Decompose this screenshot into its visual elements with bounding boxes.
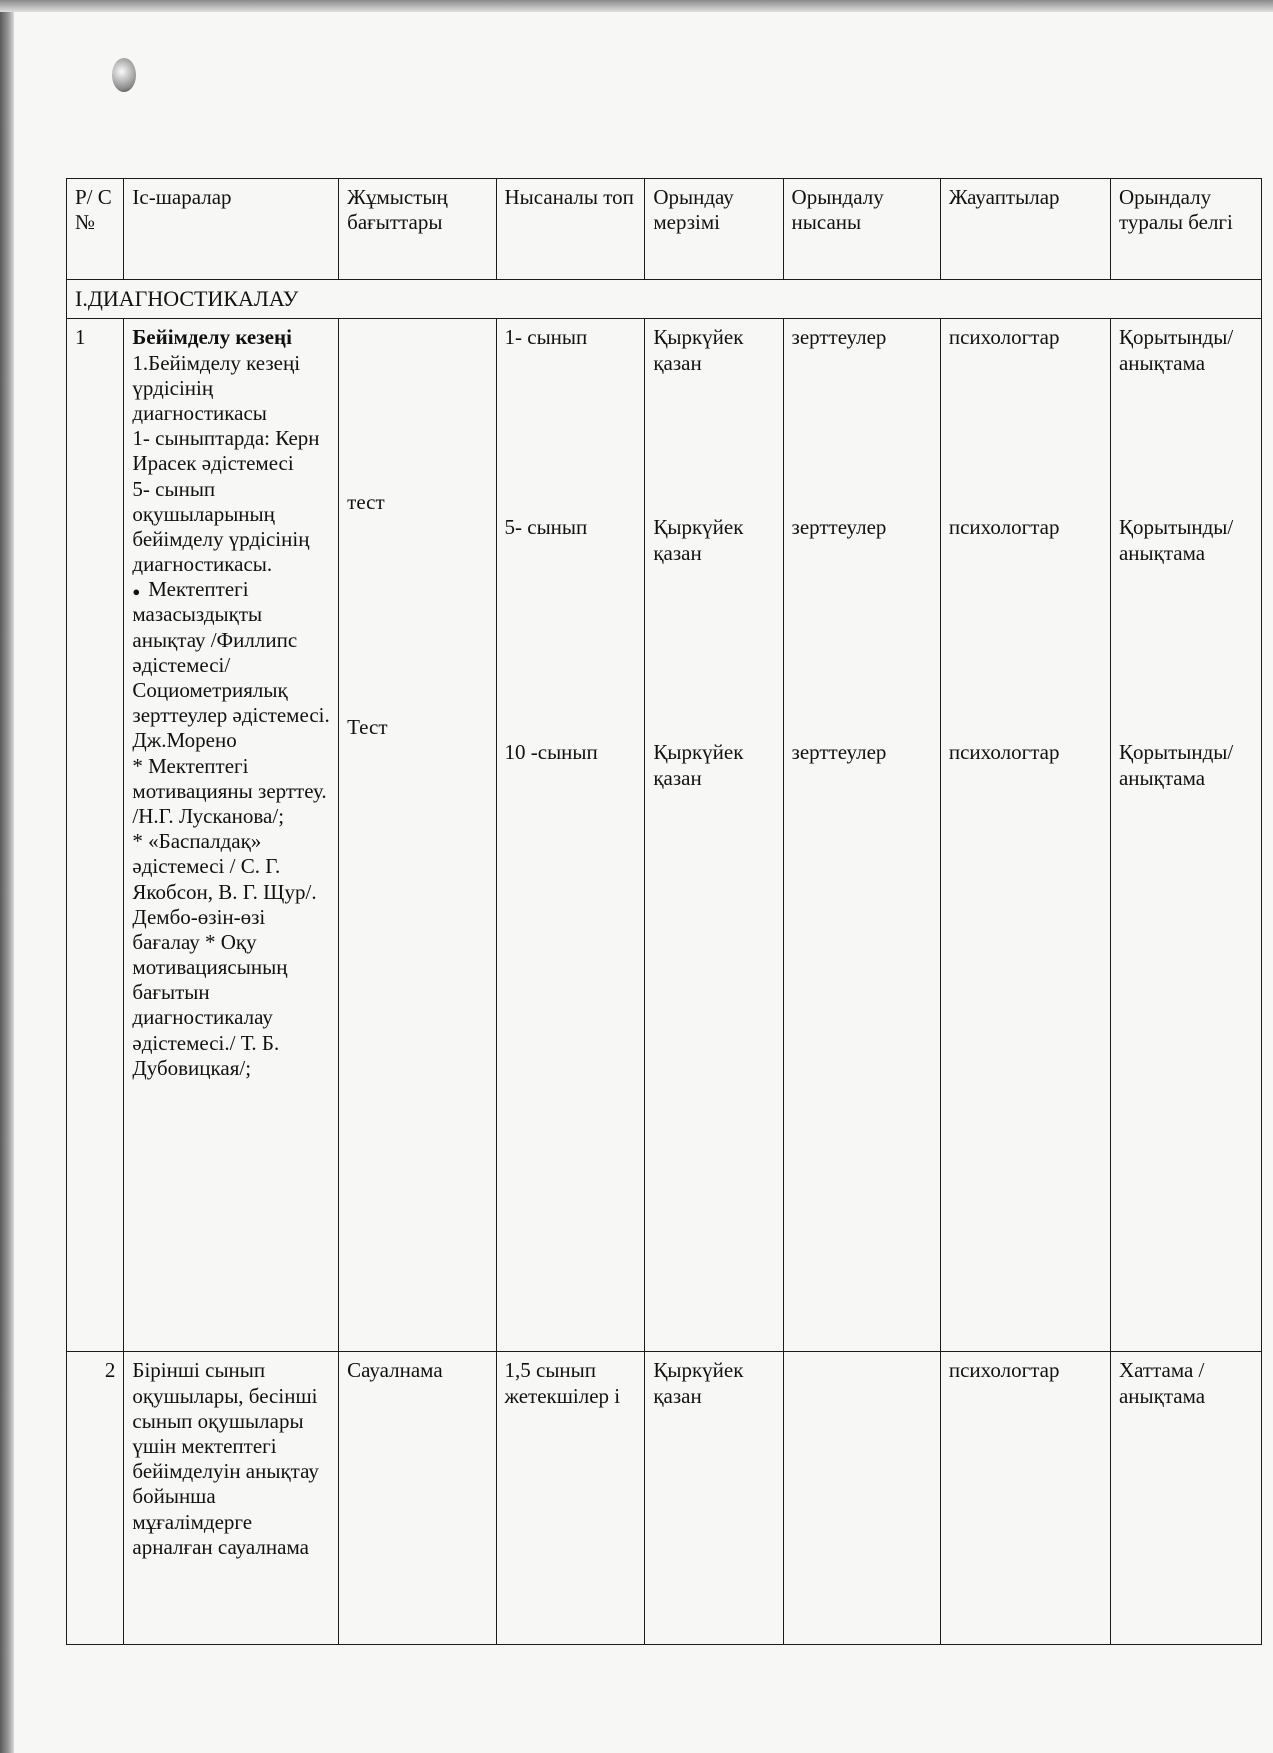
term-value: Қыркүйек қазан	[653, 515, 744, 565]
direction-value: тест	[347, 490, 385, 515]
header-term: Орындау мерзімі	[645, 179, 783, 280]
form-cell	[783, 1352, 940, 1645]
event-line: 5- сынып оқушыларының бейімделу үрдісінің диагностикасы.	[132, 476, 310, 577]
event-line: 1.Бейімделу кезеңі үрдісінің диагностикасы	[132, 350, 301, 425]
mark-value: Қорытынды/ анықтама	[1118, 325, 1234, 375]
term-cell: Қыркүйек қазан	[645, 1352, 783, 1645]
mark-cell	[1110, 319, 1261, 1352]
plan-table	[66, 178, 1262, 1645]
event-title: Бейімделу кезеңі	[132, 325, 292, 350]
form-cell	[783, 319, 940, 1352]
event-line: * Мектептегі мотивацияны зерттеу. /Н.Г. Лусканова/;	[132, 753, 327, 828]
responsible-value: психологтар	[948, 325, 1060, 350]
target-value: 10 -сынып	[504, 740, 598, 765]
header-form: Орындалу нысаны	[783, 179, 940, 280]
section-row	[67, 280, 1262, 319]
target-cell: 1,5 сынып жетекшілер і	[496, 1352, 645, 1645]
row-number: 1	[67, 319, 124, 1352]
row-number: 2	[67, 1352, 124, 1645]
event-cell	[124, 319, 339, 1352]
section-title: I.ДИАГНОСТИКАЛАУ	[67, 280, 1262, 319]
mark-value: Қорытынды/ анықтама	[1118, 740, 1234, 790]
form-value: зерттеулер	[791, 740, 887, 765]
target-value: 5- сынып	[504, 515, 588, 540]
mark-value: Қорытынды/ анықтама	[1118, 515, 1234, 565]
header-mark: Орындалу туралы белгі	[1110, 179, 1261, 280]
header-num: Р/ С №	[67, 179, 124, 280]
mark-cell: Хаттама /анықтама	[1110, 1352, 1261, 1645]
event-line: Дембо-өзін-өзі бағалау * Оқу мотивациясының бағытын диагностикалау әдістемесі./ Т. Б. Дубовицкая/;	[132, 904, 288, 1080]
header-responsible: Жауаптылар	[940, 179, 1110, 280]
term-cell	[645, 319, 783, 1352]
table-row	[67, 1352, 1262, 1645]
event-line: * «Баспалдақ» әдістемесі / С. Г. Якобсон, В. Г. Щур/.	[132, 829, 317, 904]
header-row	[67, 179, 1262, 280]
responsible-cell	[940, 319, 1110, 1352]
responsible-value: психологтар	[948, 515, 1060, 540]
header-events: Іс-шаралар	[124, 179, 339, 280]
scan-shadow-top	[0, 0, 1273, 12]
direction-cell	[339, 319, 496, 1352]
target-cell	[496, 319, 645, 1352]
direction-value: Тест	[347, 715, 388, 740]
event-bullet: ● Мектептегі мазасыздықты анықтау /Филлипс әдістемесі/	[132, 577, 330, 678]
responsible-value: психологтар	[948, 740, 1060, 765]
term-value: Қыркүйек қазан	[653, 325, 744, 375]
direction-cell: Сауалнама	[339, 1352, 496, 1645]
event-cell: Бірінші сынып оқушылары, бесінші сынып оқушылары үшін мектептегі бейімделуін анықтау бойынша мұғалімдерге арналған сауалнама	[124, 1352, 339, 1645]
header-direction: Жұмыстың бағыттары	[339, 179, 496, 280]
form-value: зерттеулер	[791, 325, 887, 350]
target-value: 1- сынып	[504, 325, 588, 350]
term-value: Қыркүйек қазан	[653, 740, 744, 790]
responsible-cell: психологтар	[940, 1352, 1110, 1645]
table-row	[67, 319, 1262, 1352]
staple-hole	[112, 58, 136, 92]
event-line: Социометриялық зерттеулер әдістемесі. Дж.Морено	[132, 678, 330, 753]
header-target: Нысаналы топ	[496, 179, 645, 280]
scan-shadow-left	[0, 0, 14, 1753]
form-value: зерттеулер	[791, 515, 887, 540]
event-line: 1- сыныптарда: Керн Ирасек әдістемесі	[132, 426, 320, 476]
